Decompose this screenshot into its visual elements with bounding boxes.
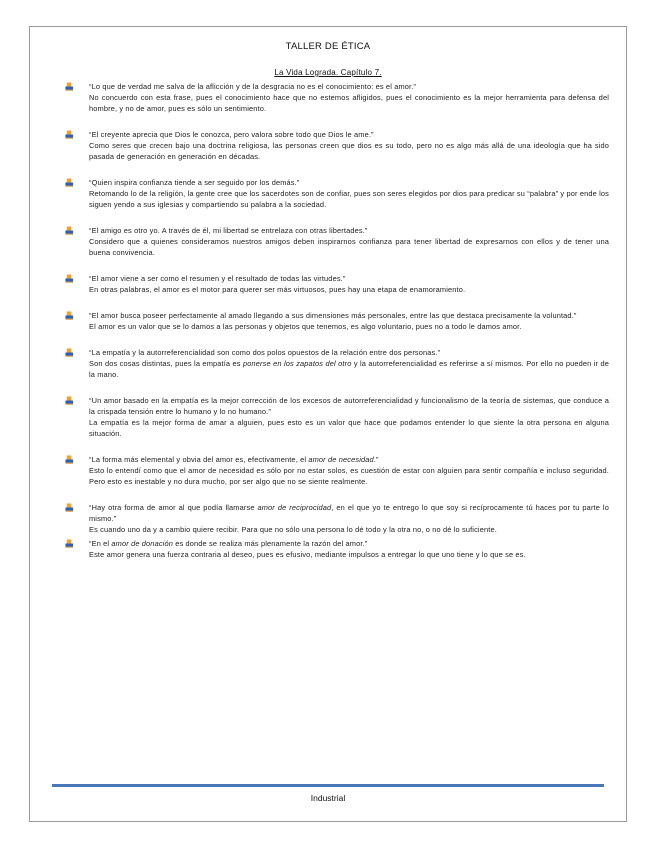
quote-text xyxy=(89,538,609,549)
document-page xyxy=(29,26,627,822)
document-title: TALLER DE ÉTICA xyxy=(285,41,371,52)
quote-text-part: , en el que yo te entrego lo que soy si recíprocamente tú haces por tu parte lo mismo.” xyxy=(89,503,609,523)
quote-text-part: es donde se realiza más plenamente la razón del amor.” xyxy=(173,539,368,548)
quote-text: “El creyente aprecia que Dios le conozca, pero valora sobre todo que Dios le ame.” xyxy=(89,130,374,139)
comment-text: Como seres que crecen bajo una doctrina religiosa, las personas creen que dios es su todo, pero no es algo más allá de una ideología que ha sido pasada de generación en generación en décadas. xyxy=(89,141,609,161)
comment-text: El amor es un valor que se lo damos a las personas y objetos que tenemos, es algo voluntario, pues no a todo le damos amor. xyxy=(89,322,522,331)
quote-text-part: .” xyxy=(373,455,379,464)
comment-text: En otras palabras, el amor es el motor para querer ser más virtuosos, pues hay una etapa de enamoramiento. xyxy=(89,285,466,294)
quote-text-part: “Hay otra forma de amor al que podía llamarse xyxy=(89,503,258,512)
book-bullet-icon xyxy=(65,274,74,283)
comment-emphasis: ponerse en los zapatos del otro xyxy=(242,359,352,368)
comment-text: No concuerdo con esta frase, pues el conocimiento hace que no estemos afligidos, pues el conocimiento es la mejor herramienta para defensa del hombre, y no de amor, pues es sólo un sentimiento. xyxy=(89,93,609,113)
comment-text: Retomando lo de la religión, la gente cree que los sacerdotes son de confiar, pues son seres elegidos por dios para predicar su “palabra” y por ende los siguen yendo a sus iglesias y compartiendo su palabra a la sociedad. xyxy=(89,189,609,209)
list-item xyxy=(89,538,609,560)
book-bullet-icon xyxy=(65,226,74,235)
book-bullet-icon xyxy=(65,178,74,187)
quote-text: “El amor busca poseer perfectamente al amado llegando a sus dimensiones más personales, entre las que destaca precisamente la voluntad.” xyxy=(89,311,577,320)
quote-emphasis: amor de reciprocidad xyxy=(257,503,332,512)
comment-text: La empatía es la mejor forma de amar a alguien, pues esto es un valor que hace que podamos entender lo que siente la otra persona en alguna situación. xyxy=(89,418,609,438)
quote-text-part: “En el xyxy=(89,539,112,548)
quote-emphasis: amor de necesidad xyxy=(308,455,374,464)
list-item xyxy=(89,273,609,295)
quote-list xyxy=(89,81,609,560)
book-bullet-icon xyxy=(65,455,74,464)
quote-text: “Un amor basado en la empatía es la mejor corrección de los excesos de autorreferencialidad y funcionalismo de la teoría de sistemas, que conduce a la crispada tensión entre lo humano y lo no humano.” xyxy=(89,396,609,416)
comment-text: Esto lo entendí como que el amor de necesidad es sólo por no estar solos, es cuestión de estar con alguien para sentir compañía e incluso seguridad. Pero esto es inestable y no dura mucho, por ser algo que no se siente realmente. xyxy=(89,466,609,486)
book-bullet-icon xyxy=(65,503,74,512)
list-item xyxy=(89,347,609,380)
comment-text: Considero que a quienes consideramos nuestros amigos deben inspirarnos confianza para tener libertad de expresarnos con ellos y de tener una buena convivencia. xyxy=(89,237,609,257)
book-bullet-icon xyxy=(65,311,74,320)
list-item xyxy=(89,177,609,210)
quote-text: “Lo que de verdad me salva de la aflicción y de la desgracia no es el conocimiento: es el amor.” xyxy=(89,82,417,91)
list-item xyxy=(89,129,609,162)
footer-text: Industrial xyxy=(310,793,346,803)
book-bullet-icon xyxy=(65,130,74,139)
quote-text: “Quien inspira confianza tiende a ser seguido por los demás.” xyxy=(89,178,300,187)
list-item xyxy=(89,502,609,535)
comment-text xyxy=(89,358,609,380)
comment-text: Este amor genera una fuerza contraria al deseo, pues es efusivo, mediante impulsos a entregar lo que uno tiene y lo que se es. xyxy=(89,550,526,559)
quote-text: “El amigo es otro yo. A través de él, mi libertad se entrelaza con otras libertades.” xyxy=(89,226,368,235)
list-item xyxy=(89,310,609,332)
footer-rule xyxy=(52,784,604,787)
quote-text xyxy=(89,502,609,524)
quote-text: “El amor viene a ser como el resumen y el resultado de todas las virtudes.” xyxy=(89,274,346,283)
comment-text-part: Son dos cosas distintas, pues la empatía es xyxy=(89,359,243,368)
quote-text xyxy=(89,454,609,465)
quote-text-part: “La forma más elemental y obvia del amor es, efectivamente, el xyxy=(89,455,309,464)
book-bullet-icon xyxy=(65,539,74,548)
list-item xyxy=(89,225,609,258)
list-item xyxy=(89,395,609,439)
book-bullet-icon xyxy=(65,348,74,357)
list-item xyxy=(89,81,609,114)
quote-text: “La empatía y la autorreferencialidad son como dos polos opuestos de la relación entre dos personas.” xyxy=(89,348,441,357)
comment-text: Es cuando uno da y a cambio quiere recibir. Para que no sólo una persona lo dé todo y la otra no, o no dé lo suficiente. xyxy=(89,525,497,534)
document-subtitle: La Vida Lograda. Capítulo 7. xyxy=(274,68,382,77)
book-bullet-icon xyxy=(65,396,74,405)
book-bullet-icon xyxy=(65,82,74,91)
list-item xyxy=(89,454,609,487)
comment-text-part: y la autorreferencialidad es referirse a sí mismos. Por ello no pueden ir de la mano. xyxy=(89,359,609,379)
quote-emphasis: amor de donación xyxy=(111,539,173,548)
